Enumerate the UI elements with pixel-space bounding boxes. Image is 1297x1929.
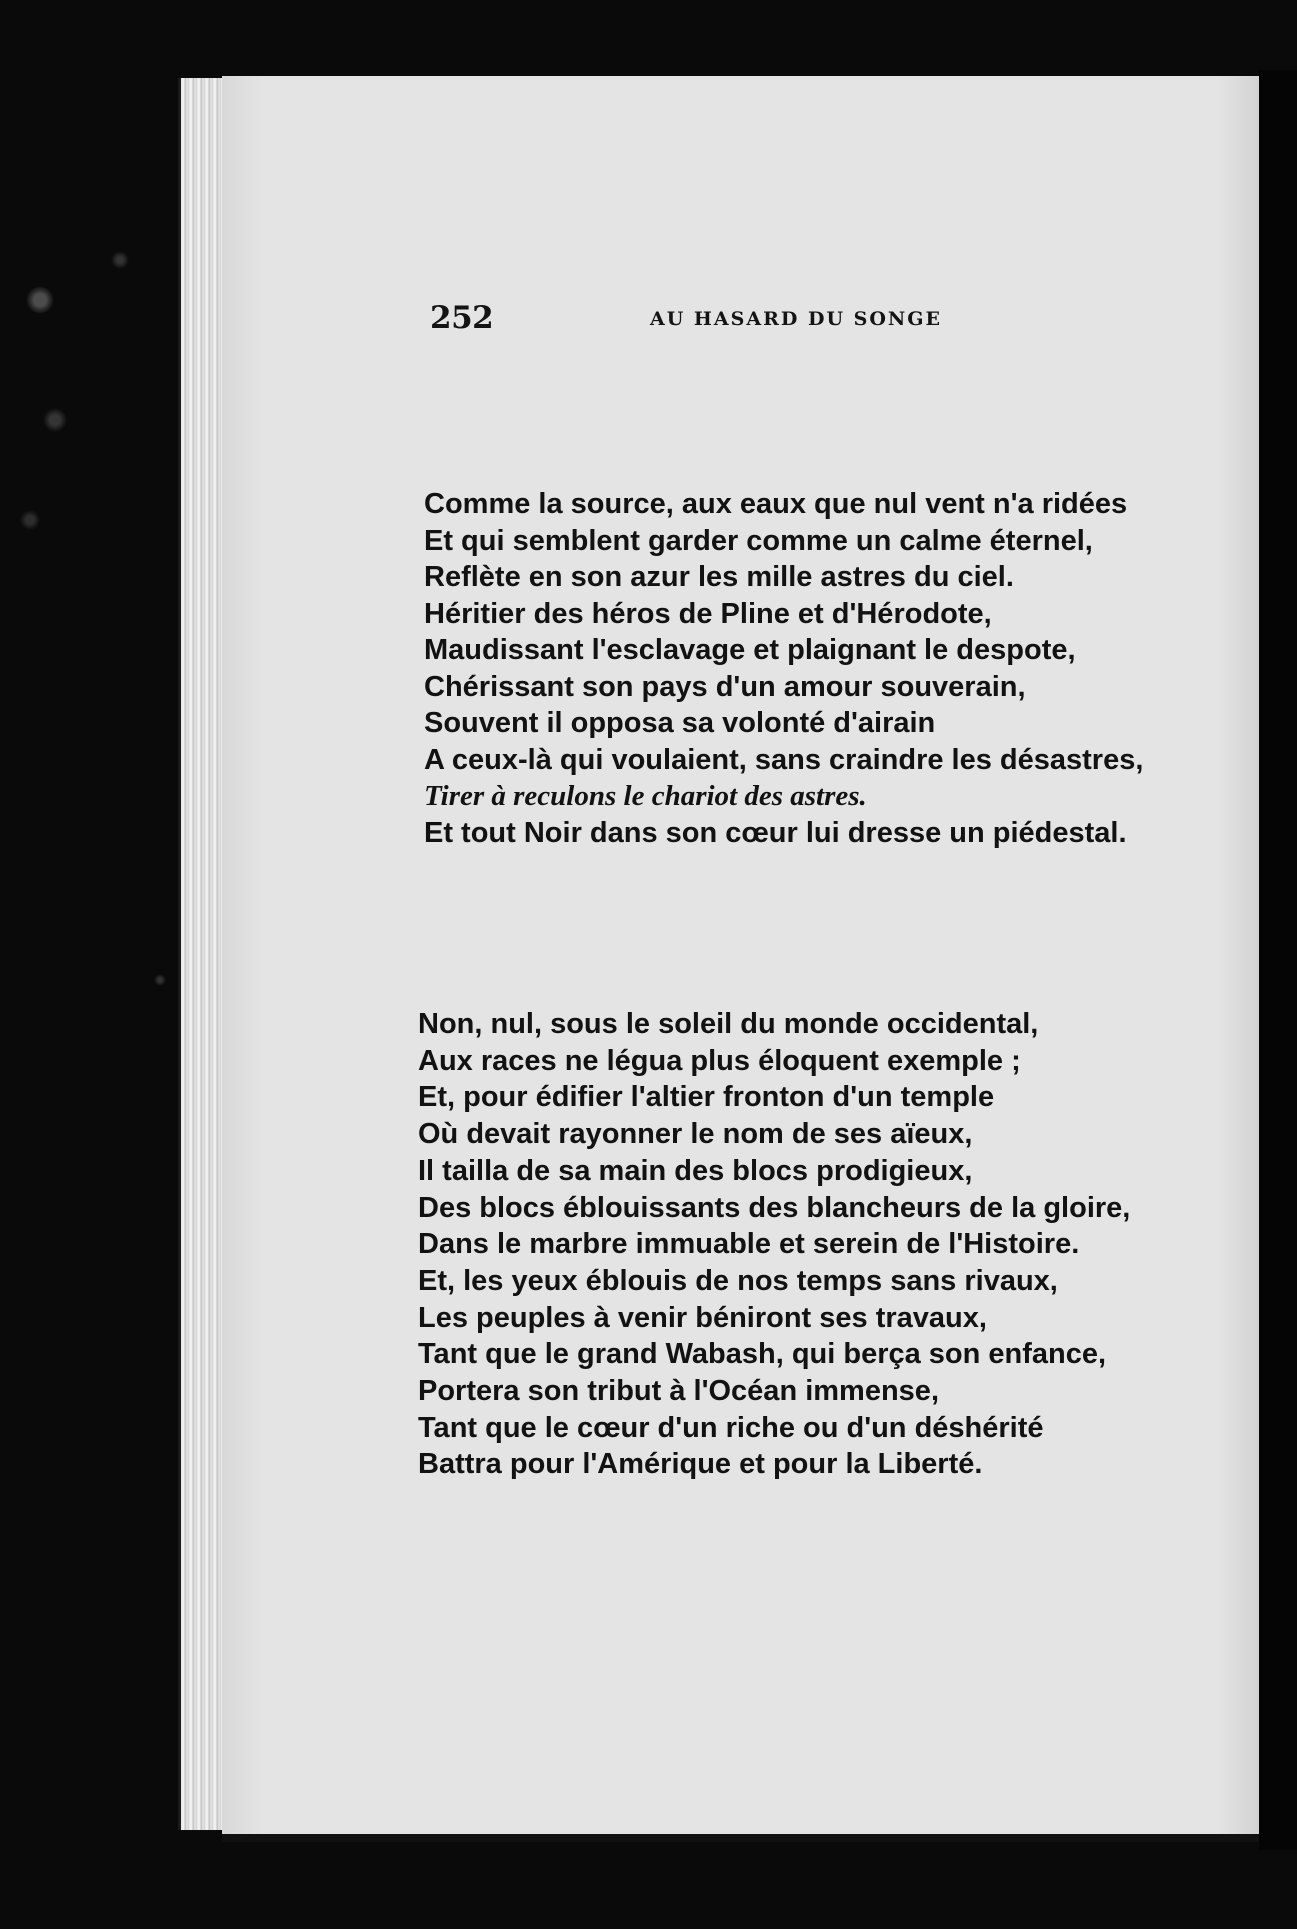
verse-line: Tirer à reculons le chariot des astres.: [424, 780, 867, 812]
verse-line: A ceux-là qui voulaient, sans craindre les désastres,: [424, 743, 1144, 776]
stanza-1: [424, 486, 1143, 851]
verse-line: Comme la source, aux eaux que nul vent n'a ridées: [424, 488, 1128, 520]
verse-line: Et, pour édifier l'altier fronton d'un temple: [418, 1081, 995, 1114]
verse-line: Souvent il opposa sa volonté d'airain: [424, 707, 936, 739]
page-header: [430, 300, 990, 344]
verse-line: Où devait rayonner le nom de ses aïeux,: [418, 1118, 973, 1151]
verse-line: Reflète en son azur les mille astres du ciel.: [424, 561, 1014, 593]
verse-line: Des blocs éblouissants des blancheurs de la gloire,: [418, 1191, 1131, 1224]
verse-line: Les peuples à venir béniront ses travaux,: [418, 1301, 987, 1334]
verse-line: Et, les yeux éblouis de nos temps sans rivaux,: [418, 1264, 1058, 1297]
verse-line: Portera son tribut à l'Océan immense,: [418, 1375, 939, 1408]
verse-line: Et tout Noir dans son cœur lui dresse un piédestal.: [424, 816, 1127, 849]
running-head: AU HASARD DU SONGE: [650, 308, 942, 330]
verse-line: Chérissant son pays d'un amour souverain,: [424, 670, 1026, 703]
page-right-shadow: [1259, 70, 1297, 1850]
page-number: 252: [430, 300, 494, 336]
verse-line: Il tailla de sa main des blocs prodigieux,: [418, 1154, 973, 1187]
stanza-2: [418, 1006, 1130, 1483]
verse-line: Maudissant l'esclavage et plaignant le despote,: [424, 634, 1076, 666]
verse-line: Et qui semblent garder comme un calme éternel,: [424, 524, 1093, 557]
verse-line: Aux races ne légua plus éloquent exemple ;: [418, 1044, 1021, 1077]
verse-line: Dans le marbre immuable et serein de l'Histoire.: [418, 1228, 1080, 1261]
verse-line: Battra pour l'Amérique et pour la Liberté.: [418, 1448, 983, 1481]
verse-line: Héritier des héros de Pline et d'Hérodote,: [424, 597, 992, 630]
verse-line: Tant que le grand Wabash, qui berça son enfance,: [418, 1338, 1107, 1371]
verse-line: Tant que le cœur d'un riche ou d'un déshérité: [418, 1411, 1044, 1444]
verse-line: Non, nul, sous le soleil du monde occidental,: [418, 1008, 1039, 1040]
